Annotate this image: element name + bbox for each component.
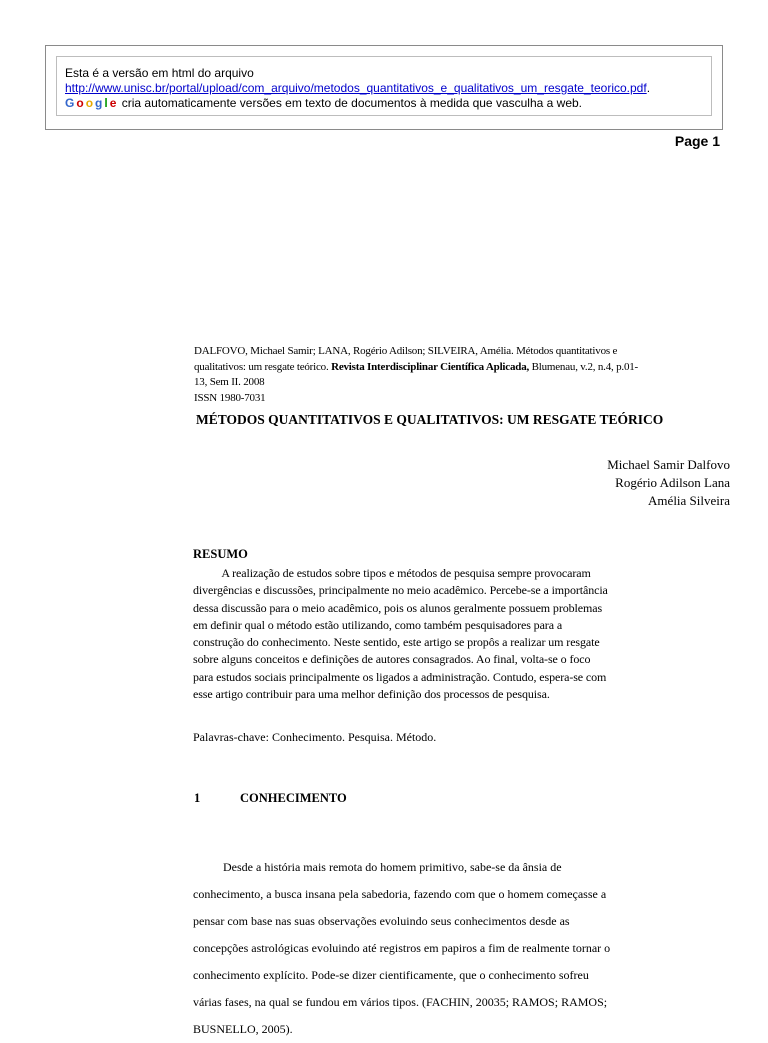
author-name: Amélia Silveira xyxy=(648,493,730,508)
abstract-heading: RESUMO xyxy=(193,547,248,561)
google-letter: g xyxy=(95,96,105,110)
body-line: pensar com base nas suas observações evoluindo seus conhecimentos desde as xyxy=(193,914,570,928)
document-title: MÉTODOS QUANTITATIVOS E QUALITATIVOS: UM RESGATE TEÓRICO xyxy=(196,412,664,427)
citation-block xyxy=(194,344,638,406)
cache-notice-inner xyxy=(56,56,712,116)
body-line: Desde a história mais remota do homem primitivo, sabe-se da ânsia de xyxy=(193,860,562,874)
citation-text: Blumenau, v.2, n.4, p.01- xyxy=(529,360,639,373)
abstract-line: dessa discussão para o meio acadêmico, pois os alunos geralmente possuem problemas xyxy=(193,600,603,615)
abstract-line: esse artigo contribuir para uma melhor definição dos processos de pesquisa. xyxy=(193,687,550,702)
cache-url-line xyxy=(65,81,703,96)
google-letter: G xyxy=(65,96,77,110)
body-line: conhecimento explícito. Pode-se dizer cientificamente, que o conhecimento sofreu xyxy=(193,968,589,982)
google-logo xyxy=(65,96,118,110)
cache-url-suffix: . xyxy=(646,81,651,95)
abstract-line: em definir qual o método estão utilizando, como também pesquisadores para a xyxy=(193,617,563,632)
cached-file-link[interactable]: http://www.unisc.br/portal/upload/com_arquivo/metodos_quantitativos_e_qualitativos_um_resgate_teorico.pdf xyxy=(65,81,647,95)
google-letter: e xyxy=(109,96,119,110)
issn-line: ISSN 1980-7031 xyxy=(194,391,266,404)
keywords-line: Palavras-chave: Conhecimento. Pesquisa. Método. xyxy=(193,730,437,744)
citation-line: 13, Sem II. 2008 xyxy=(194,376,265,388)
citation-text: qualitativos: um resgate teórico. xyxy=(194,360,332,373)
abstract-line: para estudos sociais principalmente os ligados a administração. Contudo, espera-se com xyxy=(193,669,607,684)
google-letter: o xyxy=(85,96,96,110)
abstract-line: sobre alguns conceitos e definições de autores consagrados. Ao final, volta-se o foco xyxy=(193,652,591,667)
body-line: BUSNELLO, 2005). xyxy=(193,1022,293,1036)
cache-description: cria automaticamente versões em texto de documentos à medida que vasculha a web. xyxy=(118,96,582,110)
section-number: 1 xyxy=(194,791,201,805)
journal-name: Revista Interdisciplinar Científica Aplicada, xyxy=(331,360,530,373)
abstract-paragraph xyxy=(193,565,608,703)
citation-line: DALFOVO, Michael Samir; LANA, Rogério Adilson; SILVEIRA, Amélia. Métodos quantitativos e xyxy=(194,345,618,357)
cache-intro: Esta é a versão em html do arquivo xyxy=(65,66,254,80)
abstract-line: divergências e discussões, principalmente no meio acadêmico. Percebe-se a importância xyxy=(193,583,608,598)
google-letter: o xyxy=(76,96,86,110)
citation-line xyxy=(194,360,638,376)
page-number-label: Page 1 xyxy=(674,133,720,149)
body-paragraph xyxy=(193,854,610,1043)
cache-google-line xyxy=(65,96,703,111)
body-line: várias fases, na qual se fundou em vários tipos. (FACHIN, 20035; RAMOS; RAMOS; xyxy=(193,995,608,1009)
abstract-line: A realização de estudos sobre tipos e métodos de pesquisa sempre provocaram xyxy=(193,566,591,580)
cache-notice-box xyxy=(45,45,723,130)
author-name: Rogério Adilson Lana xyxy=(615,475,730,490)
google-letter: l xyxy=(104,96,110,110)
body-line: conhecimento, a busca insana pela sabedoria, fazendo com que o homem começasse a xyxy=(193,887,607,901)
section-title: CONHECIMENTO xyxy=(240,791,347,805)
body-line: concepções astrológicas evoluindo até registros em papiros a fim de realmente tornar o xyxy=(193,941,611,955)
abstract-line: construção do conhecimento. Neste sentido, este artigo se propôs a realizar um resgate xyxy=(193,635,600,650)
author-name: Michael Samir Dalfovo xyxy=(607,457,730,472)
